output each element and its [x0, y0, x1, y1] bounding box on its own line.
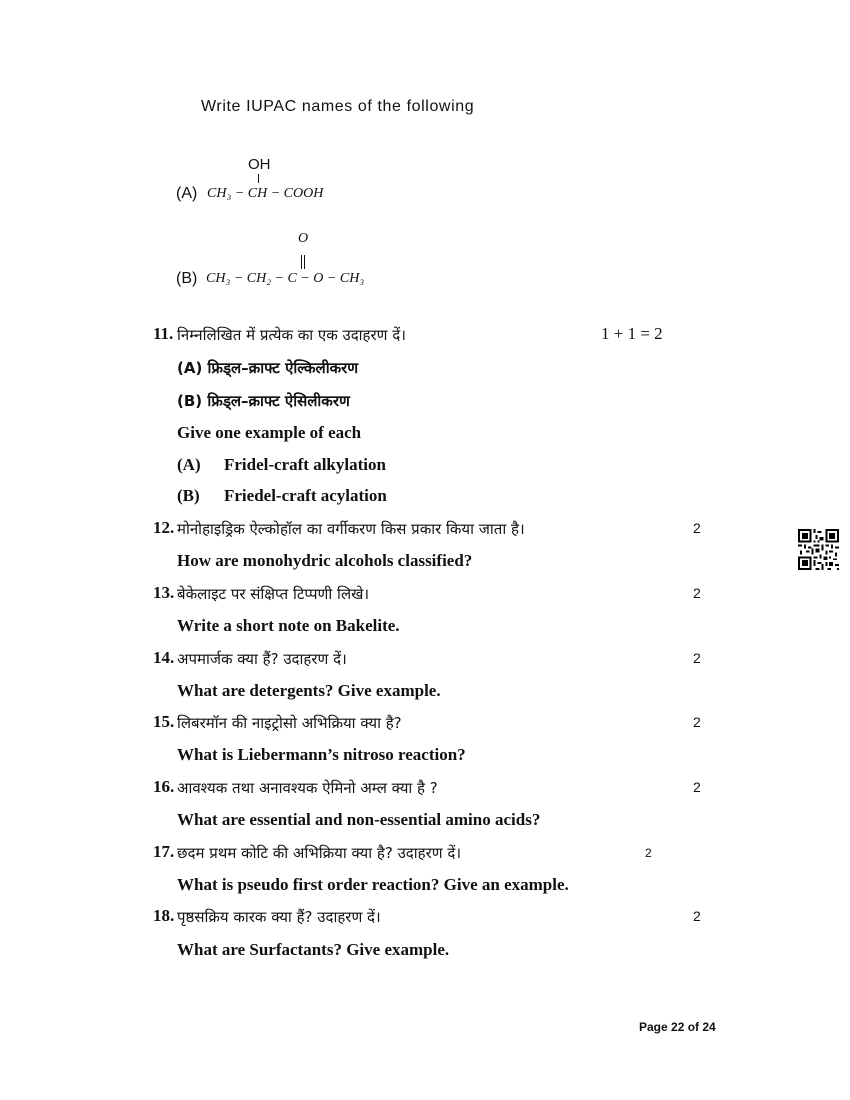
question-number: 16. [153, 777, 175, 796]
question-english: What are Surfactants? Give example. [177, 940, 450, 959]
question-marks: 2 [693, 520, 701, 536]
question-hindi: अपमार्जक क्या हैं? उदाहरण दें। [177, 650, 347, 668]
sub-item-english: Fridel-craft alkylation [224, 455, 386, 474]
question-english: How are monohydric alcohols classified? [177, 551, 473, 570]
question-hindi: लिबरमॉन की नाइट्रोसो अभिक्रिया क्या है? [177, 714, 402, 732]
question-number: 15. [153, 712, 175, 731]
question-number: 11. [153, 324, 174, 343]
question-english: What are detergents? Give example. [177, 681, 441, 700]
carbonyl-oxygen-label: O [298, 231, 309, 246]
question-hindi: बेकेलाइट पर संक्षिप्त टिप्पणी लिखे। [177, 585, 370, 603]
question-number: 12. [153, 518, 175, 537]
hydroxyl-label: OH [248, 156, 271, 173]
sub-item-label: (B) [177, 486, 200, 505]
structure-b-label: (B) [176, 270, 198, 287]
question-number: 18. [153, 906, 175, 925]
question-number: 17. [153, 842, 175, 861]
sub-item-english: Friedel-craft acylation [224, 486, 387, 505]
question-marks: 2 [693, 779, 701, 795]
structure-a-label: (A) [176, 185, 198, 202]
hydroxyl-bond [258, 174, 259, 183]
double-bond-line-2 [304, 255, 305, 269]
question-marks: 2 [693, 650, 701, 666]
question-english: Give one example of each [177, 423, 362, 442]
question-marks: 1 + 1 = 2 [601, 324, 663, 343]
sub-item-hindi: (A) फ्रिड्ल–क्राफ्ट ऐल्किलीकरण [177, 359, 359, 377]
question-hindi: मोनोहाइड्रिक ऐल्कोहॉल का वर्गीकरण किस प्रकार किया जाता है। [177, 520, 525, 538]
question-number: 14. [153, 648, 175, 667]
question-marks: 2 [645, 846, 652, 860]
question-number: 13. [153, 583, 175, 602]
qr-code-icon [798, 529, 839, 570]
question-english: What is Liebermann’s nitroso reaction? [177, 745, 466, 764]
double-bond-line-1 [301, 255, 302, 269]
iupac-instruction: Write IUPAC names of the following [201, 98, 475, 115]
question-marks: 2 [693, 714, 701, 730]
question-english: What is pseudo first order reaction? Give an example. [177, 875, 569, 894]
question-english: What are essential and non-essential amino acids? [177, 810, 541, 829]
question-hindi: छदम प्रथम कोटि की अभिक्रिया क्या है? उदाहरण दें। [177, 844, 462, 862]
sub-item-hindi: (B) फ्रिड्ल–क्राफ्ट ऐसिलीकरण [177, 392, 350, 410]
question-english: Write a short note on Bakelite. [177, 616, 400, 635]
question-marks: 2 [693, 585, 701, 601]
question-hindi: आवश्यक तथा अनावश्यक ऐमिनो अम्ल क्या है ? [177, 779, 438, 797]
question-marks: 2 [693, 908, 701, 924]
structure-b-formula: CH₃ − CH₂ − C − O − CH₃ [206, 271, 365, 286]
sub-item-label: (A) [177, 455, 201, 474]
question-hindi: निम्नलिखित में प्रत्येक का एक उदाहरण दें। [177, 326, 406, 344]
structure-a-formula: CH₃ − CH − COOH [207, 186, 324, 201]
page-number: Page 22 of 24 [639, 1020, 716, 1034]
question-hindi: पृष्ठसक्रिय कारक क्या हैं? उदाहरण दें। [177, 908, 381, 926]
